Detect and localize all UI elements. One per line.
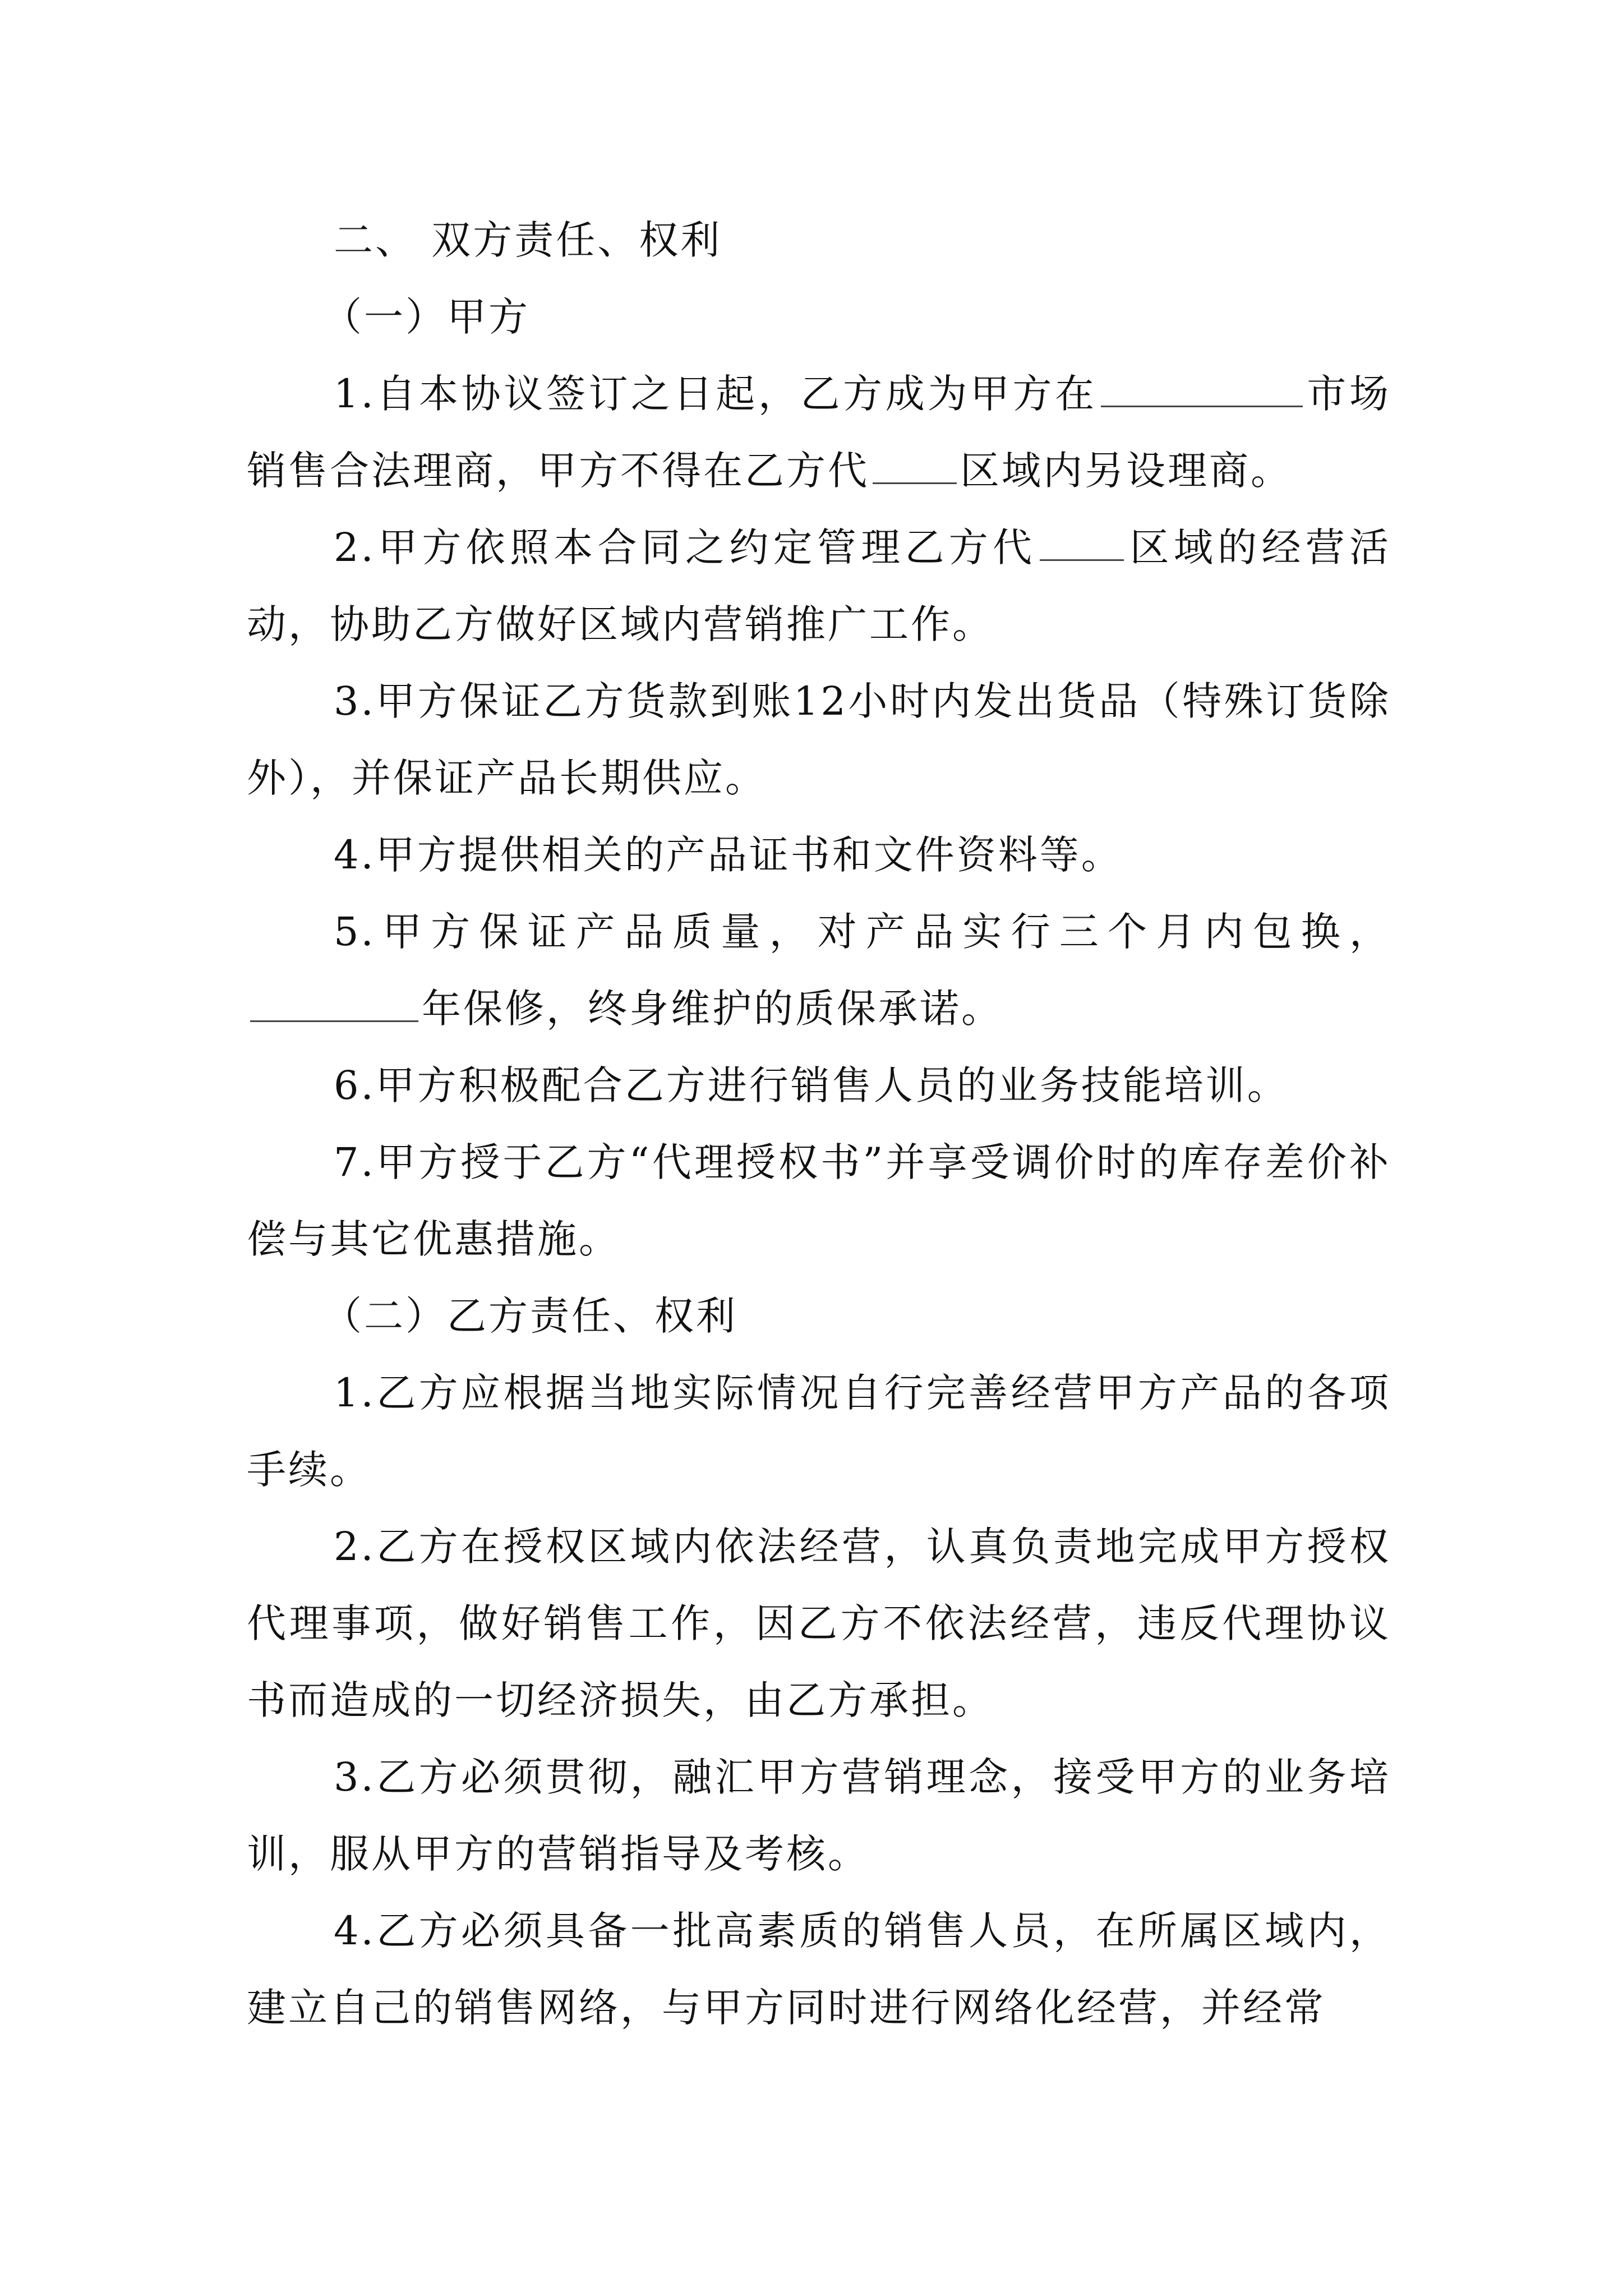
clause-a1-text-1: 1.自本协议签订之日起，乙方成为甲方在 [334, 371, 1098, 417]
clause-a7: 7.甲方授于乙方“代理授权书”并享受调价时的库存差价补偿与其它优惠措施。 [247, 1139, 1391, 1262]
clause-a2-text-2: 区域的经营活动，协助乙方做好区域内营销推广工作。 [247, 524, 1391, 647]
blank-field-warranty-years[interactable] [250, 987, 418, 1022]
clause-a1 [247, 356, 1391, 509]
blank-field-region-2[interactable] [1040, 526, 1124, 561]
blank-field-market[interactable] [1101, 372, 1303, 407]
clause-a1-text-2: 市场销售合法理商，甲方不得在乙方代 [247, 371, 1391, 494]
clause-a5 [247, 894, 1391, 1047]
clause-a1-text-3: 区域内另设理商。 [960, 448, 1292, 494]
subheading-party-b: （二）乙方责任、权利 [322, 1293, 737, 1339]
clause-b2: 2.乙方在授权区域内依法经营，认真负责地完成甲方授权代理事项，做好销售工作，因乙方不依法经营，违反代理协议书而造成的一切经济损失，由乙方承担。 [247, 1524, 1391, 1723]
clause-a2-text-1: 2.甲方依照本合同之约定管理乙方代 [334, 524, 1037, 570]
clause-b4: 4.乙方必须具备一批高素质的销售人员，在所属区域内，建立自己的销售网络，与甲方同时进行网络化经营，并经常 [247, 1908, 1391, 2031]
clause-a6: 6.甲方积极配合乙方进行销售人员的业务技能培训。 [334, 1062, 1289, 1108]
blank-field-region-1[interactable] [873, 449, 957, 484]
clause-a2 [247, 509, 1391, 663]
clause-a5-text-1: 5.甲方保证产品质量，对产品实行三个月内包换， [334, 909, 1391, 955]
clause-a3: 3.甲方保证乙方货款到账12小时内发出货品（特殊订货除外），并保证产品长期供应。 [247, 678, 1391, 801]
clause-a5-text-2: 年保修，终身维护的质保承诺。 [422, 986, 1003, 1032]
document-body [247, 202, 1391, 2046]
clause-a4: 4.甲方提供相关的产品证书和文件资料等。 [334, 832, 1123, 878]
subheading-party-a: （一）甲方 [322, 294, 530, 340]
clause-b3: 3.乙方必须贯彻，融汇甲方营销理念，接受甲方的业务培训，服从甲方的营销指导及考核。 [247, 1754, 1391, 1877]
heading-section-2: 二、 双方责任、权利 [334, 217, 722, 263]
clause-b1: 1.乙方应根据当地实际情况自行完善经营甲方产品的各项手续。 [247, 1370, 1391, 1493]
